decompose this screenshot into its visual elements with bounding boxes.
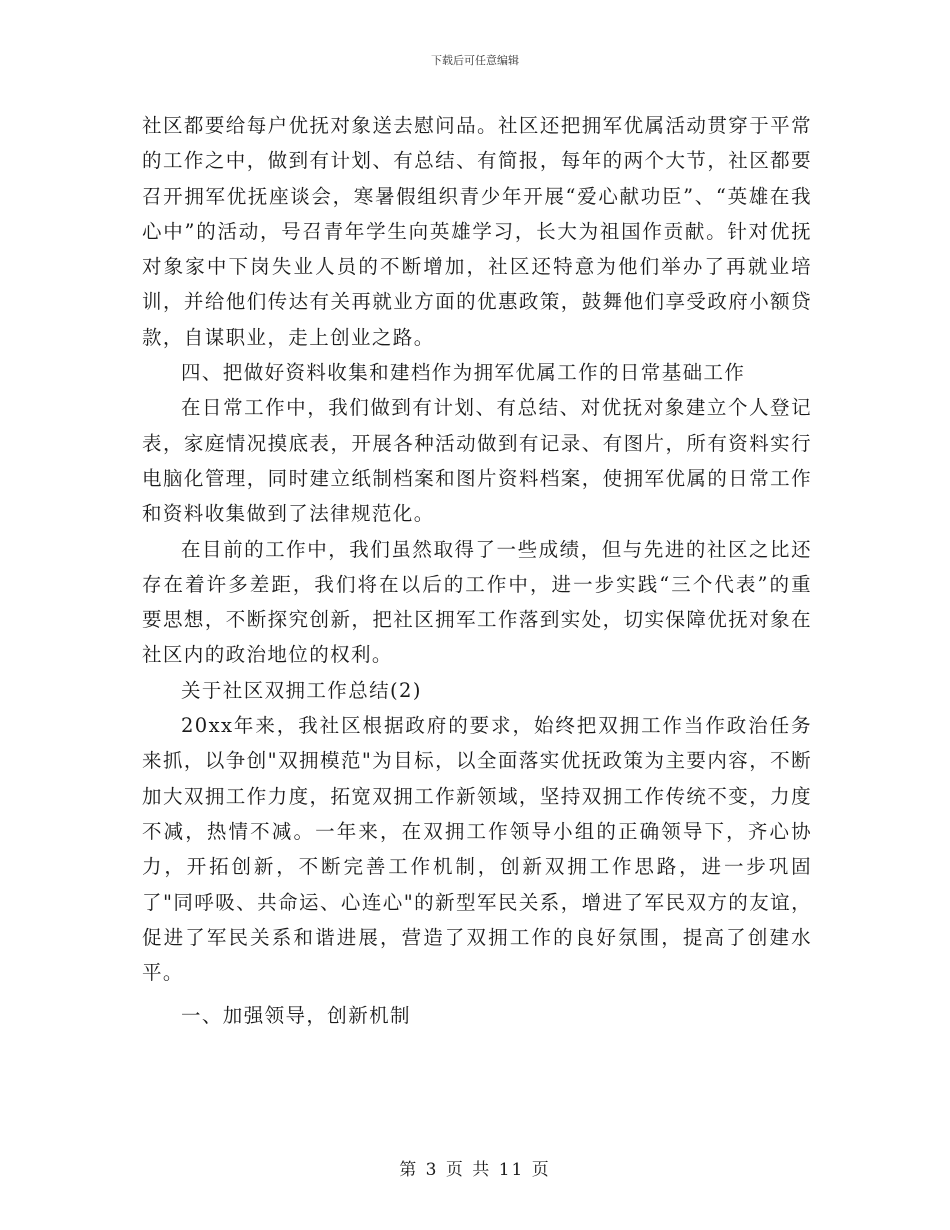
page-footer: 第 3 页 共 11 页 bbox=[399, 1160, 551, 1180]
document-body bbox=[142, 108, 812, 1034]
section-heading-four: 四、把做好资料收集和建档作为拥军优属工作的日常基础工作 bbox=[181, 361, 746, 385]
article-title: 关于社区双拥工作总结(2) bbox=[181, 678, 422, 702]
paragraph-continued: 社区都要给每户优抚对象送去慰问品。社区还把拥军优属活动贯穿于平常的工作之中，做到有计划、有总结、有简报，每年的两个大节，社区都要召开拥军优抚座谈会，寒暑假组织青少年开展“爱心献功臣”、“英雄在我心中”的活动，号召青年学生向英雄学习，长大为祖国作贡献。针对优抚对象家中下岗失业人员的不断增加，社区还特意为他们举办了再就业培训，并给他们传达有关再就业方面的优惠政策，鼓舞他们享受政府小额贷款，自谋职业，走上创业之路。 bbox=[142, 114, 812, 349]
paragraph-archiving: 在日常工作中，我们做到有计划、有总结、对优抚对象建立个人登记表，家庭情况摸底表，开展各种活动做到有记录、有图片，所有资料实行电脑化管理，同时建立纸制档案和图片资料档案，使拥军优属的日常工作和资料收集做到了法律规范化。 bbox=[142, 396, 812, 526]
paragraph-summary: 在目前的工作中，我们虽然取得了一些成绩，但与先进的社区之比还存在着许多差距，我们将在以后的工作中，进一步实践“三个代表”的重要思想，不断探究创新，把社区拥军工作落到实处，切实保障优抚对象在社区内的政治地位的权利。 bbox=[142, 537, 812, 667]
section-heading-one: 一、加强领导，创新机制 bbox=[181, 1004, 411, 1028]
paragraph-intro: 20xx年来，我社区根据政府的要求，始终把双拥工作当作政治任务来抓，以争创"双拥模范"为目标，以全面落实优抚政策为主要内容，不断加大双拥工作力度，拓宽双拥工作新领域，坚持双拥工作传统不变，力度不减，热情不减。一年来，在双拥工作领导小组的正确领导下，齐心协力，开拓创新，不断完善工作机制，创新双拥工作思路，进一步巩固了"同呼吸、共命运、心连心"的新型军民关系，增进了军民双方的友谊，促进了军民关系和谐进展，营造了双拥工作的良好氛围，提高了创建水平。 bbox=[142, 714, 812, 985]
page-header: 下载后可任意编辑 bbox=[431, 54, 519, 67]
